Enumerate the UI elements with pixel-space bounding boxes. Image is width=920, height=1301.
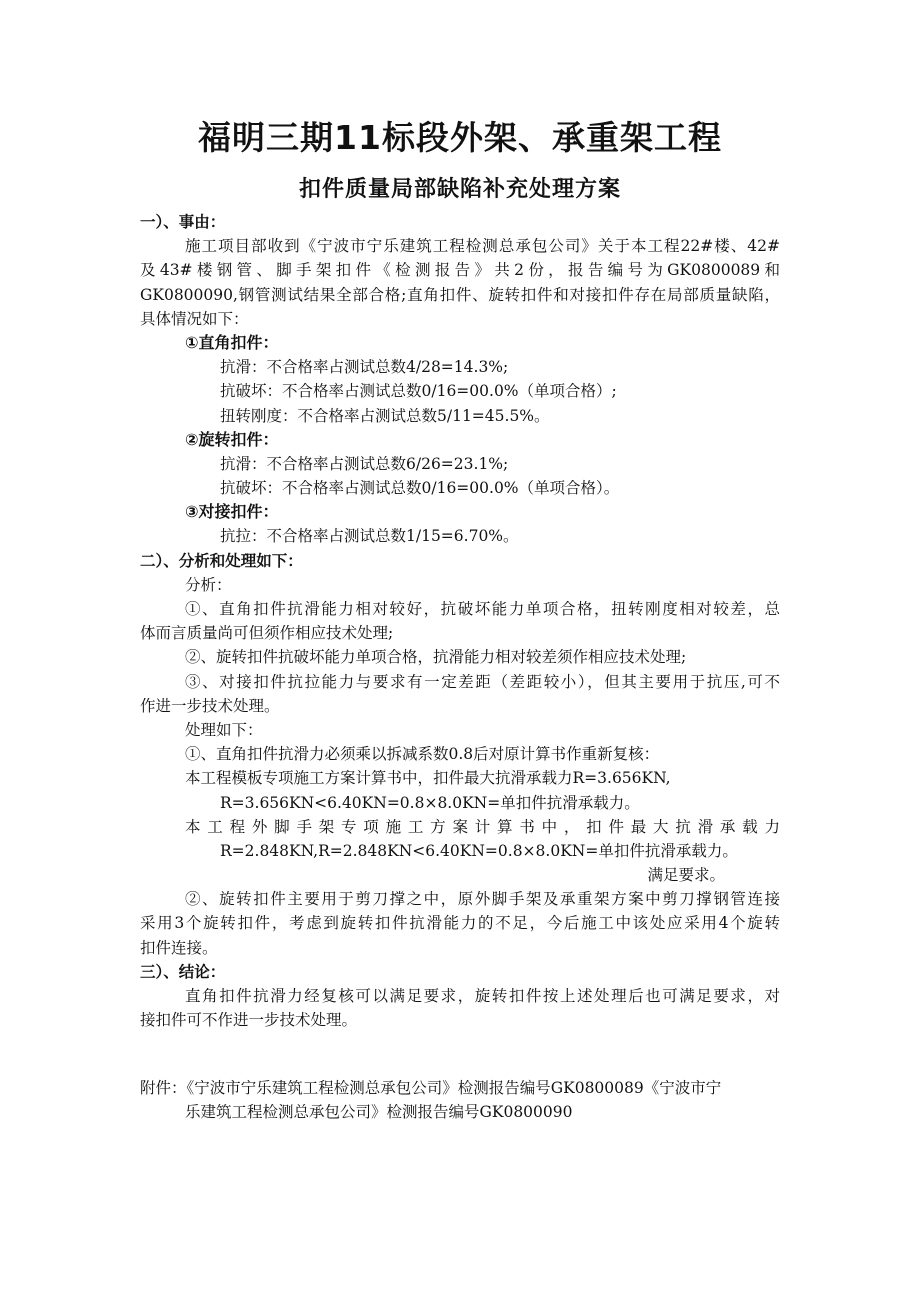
treatment-line: ①、直角扣件抗滑力必须乘以拆减系数0.8后对原计算书作重新复核： [185, 745, 660, 764]
attachment-note [140, 1076, 800, 1124]
result-line: 抗破坏：不合格率占测试总数0/16=00.0%（单项合格）; [220, 382, 617, 401]
butt-fastener-label: ③对接扣件： [185, 502, 279, 522]
treatment-label: 处理如下： [185, 720, 263, 739]
section-3-heading: 三）、结论： [140, 962, 226, 981]
conclusion-line: 直角扣件抗滑力经复核可以满足要求，旋转扣件按上述处理后也可满足要求，对 [185, 987, 780, 1005]
attachment-line: 附件：《宁波市宁乐建筑工程检测总承包公司》检测报告编号GK0800089《宁波市宁 [140, 1079, 722, 1097]
result-line: 抗滑：不合格率占测试总数4/28=14.3%; [220, 358, 509, 377]
treatment-line: 扣件连接。 [140, 938, 218, 957]
analysis-line: ①、直角扣件抗滑能力相对较好，抗破坏能力单项合格，扭转刚度相对较差，总 [185, 600, 780, 618]
section-1-heading: 一）、事由： [140, 213, 226, 231]
analysis-label: 分析： [185, 575, 232, 594]
conclusion-line: 接扣件可不作进一步技术处理。 [140, 1011, 358, 1030]
treatment-line: ②、旋转扣件主要用于剪刀撑之中，原外脚手架及承重架方案中剪刀撑钢管连接 [185, 890, 780, 909]
treatment-line: R=2.848KN,R=2.848KN<6.40KN=0.8×8.0KN=单扣件抗滑承载力。 [220, 841, 738, 860]
treatment-line: R=3.656KN<6.40KN=0.8×8.0KN=单扣件抗滑承载力。 [220, 793, 640, 812]
result-line: 抗破坏：不合格率占测试总数0/16=00.0%（单项合格）。 [220, 479, 620, 498]
analysis-line: 作进一步技术处理。 [140, 696, 280, 715]
treatment-line: 采用3个旋转扣件，考虑到旋转扣件抗滑能力的不足，今后施工中该处应采用4个旋转 [140, 914, 780, 933]
result-line: 抗拉：不合格率占测试总数1/15=6.70%。 [220, 527, 519, 546]
result-line: 扭转刚度：不合格率占测试总数5/11=45.5%。 [220, 406, 550, 425]
paragraph-line: 施工项目部收到《宁波市宁乐建筑工程检测总承包公司》关于本工程22#楼、42# [185, 237, 780, 256]
analysis-line: 体而言质量尚可但须作相应技术处理; [140, 624, 394, 643]
attachment-line: 乐建筑工程检测总承包公司》检测报告编号GK0800090 [185, 1103, 573, 1122]
document-subtitle: 扣件质量局部缺陷补充处理方案 [298, 177, 621, 202]
right-angle-fastener-label: ①直角扣件： [185, 332, 279, 352]
swivel-fastener-label: ②旋转扣件： [185, 429, 279, 449]
result-line: 抗滑：不合格率占测试总数6/26=23.1%; [220, 454, 509, 473]
treatment-line: 本工程外脚手架专项施工方案计算书中，扣件最大抗滑承载力 [185, 817, 780, 836]
paragraph-line: GK0800090,钢管测试结果全部合格;直角扣件、旋转扣件和对接扣件存在局部质量缺陷， [140, 285, 780, 304]
document-title: 福明三期11标段外架、承重架工程 [198, 118, 722, 157]
paragraph-line: 具体情况如下： [140, 309, 249, 328]
paragraph-line: 及43#楼钢管、脚手架扣件《检测报告》共2份，报告编号为GK0800089和 [140, 261, 780, 280]
treatment-line: 满足要求。 [647, 866, 725, 885]
treatment-line: 本工程模板专项施工方案计算书中，扣件最大抗滑承载力R=3.656KN, [185, 769, 671, 788]
section-2-heading: 二）、分析和处理如下： [140, 551, 303, 570]
document-body [140, 210, 780, 1032]
analysis-line: ②、旋转扣件抗破坏能力单项合格，抗滑能力相对较差须作相应技术处理; [185, 648, 687, 667]
analysis-line: ③、对接扣件抗拉能力与要求有一定差距（差距较小），但其主要用于抗压,可不 [185, 672, 780, 691]
